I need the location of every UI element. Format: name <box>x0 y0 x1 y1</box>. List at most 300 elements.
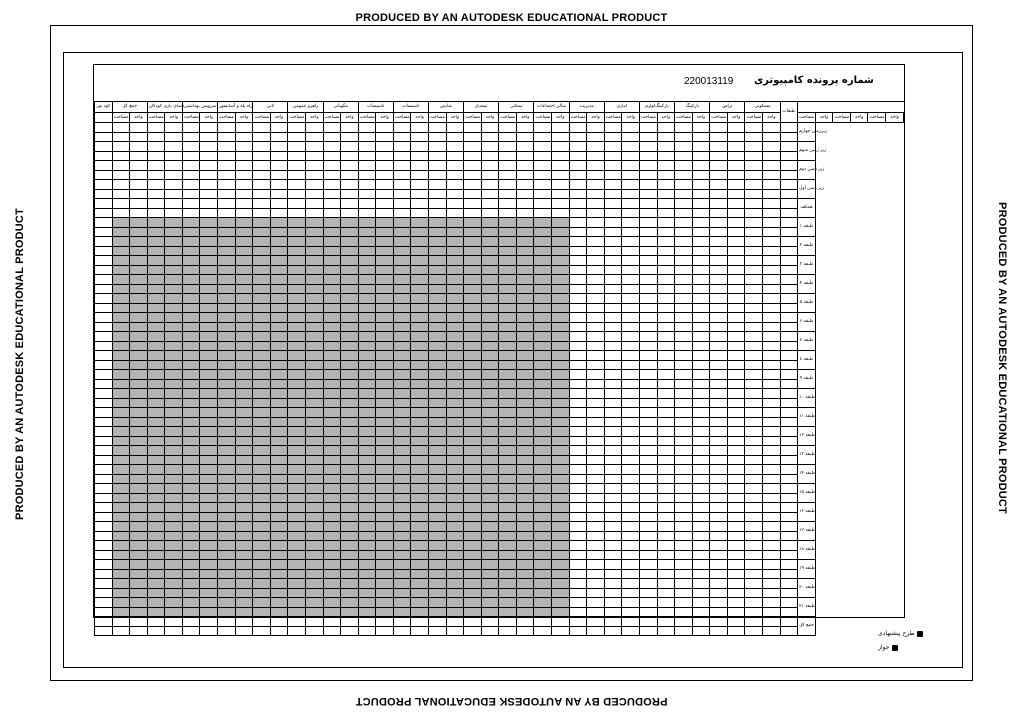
table-cell <box>130 313 148 323</box>
table-cell <box>95 417 113 427</box>
table-cell <box>200 446 218 456</box>
table-cell <box>516 313 534 323</box>
table-cell <box>165 208 183 218</box>
table-cell <box>762 474 780 484</box>
table-cell <box>499 151 517 161</box>
table-cell <box>446 294 464 304</box>
table-cell <box>358 370 376 380</box>
table-cell <box>376 360 394 370</box>
table-cell <box>393 626 411 636</box>
table-cell <box>200 531 218 541</box>
table-cell <box>218 560 236 570</box>
table-cell <box>780 227 798 237</box>
table-cell <box>692 370 710 380</box>
table-cell <box>165 370 183 380</box>
table-cell <box>200 541 218 551</box>
table-cell <box>112 427 130 437</box>
table-cell <box>323 588 341 598</box>
table-cell <box>534 218 552 228</box>
table-cell <box>376 218 394 228</box>
table-cell <box>95 237 113 247</box>
table-cell <box>288 531 306 541</box>
table-cell <box>305 237 323 247</box>
table-cell <box>323 389 341 399</box>
table-cell <box>710 322 728 332</box>
table-cell <box>675 275 693 285</box>
table-cell <box>411 313 429 323</box>
table-cell <box>727 170 745 180</box>
table-row <box>95 256 904 266</box>
table-cell <box>182 626 200 636</box>
table-cell <box>393 484 411 494</box>
table-cell <box>147 436 165 446</box>
table-cell <box>253 161 271 171</box>
table-cell <box>692 484 710 494</box>
table-cell <box>622 446 640 456</box>
table-cell <box>569 417 587 427</box>
table-cell <box>235 142 253 152</box>
table-cell <box>218 474 236 484</box>
sub-header: مساحت <box>464 113 482 123</box>
table-cell <box>411 218 429 228</box>
table-cell <box>710 389 728 399</box>
table-cell <box>499 455 517 465</box>
table-cell <box>200 303 218 313</box>
table-cell <box>780 579 798 589</box>
table-cell <box>305 607 323 617</box>
table-cell <box>253 199 271 209</box>
table-cell <box>95 294 113 304</box>
table-cell <box>130 161 148 171</box>
table-cell <box>587 446 605 456</box>
table-cell <box>534 170 552 180</box>
table-cell <box>639 237 657 247</box>
table-cell <box>200 522 218 532</box>
table-cell <box>622 132 640 142</box>
table-cell <box>780 208 798 218</box>
table-cell <box>780 256 798 266</box>
table-cell <box>516 588 534 598</box>
table-cell <box>235 227 253 237</box>
table-cell <box>534 446 552 456</box>
table-cell <box>464 332 482 342</box>
table-cell <box>182 588 200 598</box>
table-cell <box>358 341 376 351</box>
table-cell <box>639 189 657 199</box>
table-cell <box>587 170 605 180</box>
table-cell <box>112 417 130 427</box>
table-cell <box>270 398 288 408</box>
table-cell <box>710 237 728 247</box>
sub-header: مساحت <box>358 113 376 123</box>
table-cell <box>727 151 745 161</box>
floor-label: طبقه ۷ <box>798 332 816 351</box>
table-cell <box>534 598 552 608</box>
table-cell <box>499 465 517 475</box>
table-cell <box>675 427 693 437</box>
floor-label: زیر زمین سوم <box>798 142 816 161</box>
table-cell <box>270 370 288 380</box>
table-cell <box>165 617 183 627</box>
table-cell <box>604 503 622 513</box>
table-cell <box>182 237 200 247</box>
table-cell <box>657 218 675 228</box>
table-cell <box>305 560 323 570</box>
table-cell <box>305 322 323 332</box>
table-cell <box>552 531 570 541</box>
table-cell <box>95 151 113 161</box>
table-cell <box>270 417 288 427</box>
table-cell <box>112 265 130 275</box>
table-cell <box>165 598 183 608</box>
table-cell <box>147 446 165 456</box>
table-cell <box>534 208 552 218</box>
table-cell <box>692 550 710 560</box>
table-cell <box>305 503 323 513</box>
table-cell <box>727 332 745 342</box>
table-cell <box>446 550 464 560</box>
table-cell <box>323 560 341 570</box>
table-cell <box>376 332 394 342</box>
table-cell <box>323 550 341 560</box>
table-cell <box>552 427 570 437</box>
table-cell <box>428 265 446 275</box>
table-cell <box>710 294 728 304</box>
table-cell <box>411 550 429 560</box>
sub-header: مساحت <box>639 113 657 123</box>
table-cell <box>235 180 253 190</box>
table-cell <box>710 265 728 275</box>
table-cell <box>622 151 640 161</box>
table-cell <box>253 360 271 370</box>
table-cell <box>622 417 640 427</box>
table-cell <box>130 455 148 465</box>
table-cell <box>235 531 253 541</box>
table-cell <box>675 303 693 313</box>
table-cell <box>358 208 376 218</box>
table-cell <box>710 560 728 570</box>
table-cell <box>675 132 693 142</box>
table-cell <box>358 180 376 190</box>
table-cell <box>341 607 359 617</box>
table-cell <box>95 512 113 522</box>
table-cell <box>516 189 534 199</box>
table-cell <box>727 398 745 408</box>
table-cell <box>534 579 552 589</box>
table-cell <box>762 237 780 247</box>
table-cell <box>200 474 218 484</box>
table-cell <box>710 455 728 465</box>
table-cell <box>780 607 798 617</box>
table-cell <box>253 541 271 551</box>
table-cell <box>552 512 570 522</box>
table-cell <box>358 598 376 608</box>
table-cell <box>165 455 183 465</box>
table-cell <box>341 474 359 484</box>
table-cell <box>253 151 271 161</box>
table-cell <box>552 617 570 627</box>
table-cell <box>376 227 394 237</box>
table-cell <box>253 446 271 456</box>
table-cell <box>534 408 552 418</box>
table-cell <box>762 417 780 427</box>
table-cell <box>288 303 306 313</box>
table-row <box>95 379 904 389</box>
col-header: سرویس بهداشتی <box>182 102 217 113</box>
table-cell <box>112 408 130 418</box>
table-cell <box>182 417 200 427</box>
table-cell <box>218 588 236 598</box>
table-cell <box>112 284 130 294</box>
table-cell <box>218 313 236 323</box>
table-cell <box>253 218 271 228</box>
table-cell <box>552 294 570 304</box>
sub-header: واحد <box>727 113 745 123</box>
table-cell <box>130 379 148 389</box>
table-cell <box>657 484 675 494</box>
table-cell <box>95 474 113 484</box>
table-cell <box>464 284 482 294</box>
table-cell <box>622 522 640 532</box>
col-header: سالن اجتماعات <box>534 102 569 113</box>
table-cell <box>200 436 218 446</box>
table-cell <box>200 484 218 494</box>
table-cell <box>516 493 534 503</box>
table-cell <box>710 246 728 256</box>
table-cell <box>235 237 253 247</box>
table-cell <box>604 189 622 199</box>
table-cell <box>446 569 464 579</box>
table-cell <box>288 465 306 475</box>
table-cell <box>675 351 693 361</box>
table-cell <box>411 474 429 484</box>
table-cell <box>622 569 640 579</box>
table-cell <box>235 370 253 380</box>
table-cell <box>569 607 587 617</box>
table-cell <box>587 531 605 541</box>
table-cell <box>411 170 429 180</box>
table-cell <box>604 351 622 361</box>
table-cell <box>481 313 499 323</box>
table-cell <box>376 493 394 503</box>
table-cell <box>428 227 446 237</box>
table-cell <box>639 579 657 589</box>
table-cell <box>622 512 640 522</box>
table-cell <box>428 398 446 408</box>
table-cell <box>112 503 130 513</box>
table-cell <box>218 512 236 522</box>
table-cell <box>235 132 253 142</box>
table-cell <box>780 474 798 484</box>
schedule-sheet <box>93 64 905 628</box>
table-cell <box>235 598 253 608</box>
table-cell <box>604 132 622 142</box>
table-cell <box>376 455 394 465</box>
table-cell <box>305 151 323 161</box>
sub-header: مساحت <box>428 113 446 123</box>
table-cell <box>710 275 728 285</box>
table-cell <box>95 569 113 579</box>
table-cell <box>446 531 464 541</box>
table-cell <box>200 151 218 161</box>
table-cell <box>112 436 130 446</box>
table-cell <box>710 512 728 522</box>
table-cell <box>745 446 763 456</box>
table-cell <box>182 512 200 522</box>
table-cell <box>604 142 622 152</box>
table-cell <box>288 170 306 180</box>
table-cell <box>376 465 394 475</box>
table-cell <box>657 512 675 522</box>
table-cell <box>165 493 183 503</box>
table-cell <box>464 180 482 190</box>
table-cell <box>323 151 341 161</box>
table-cell <box>165 132 183 142</box>
table-cell <box>481 218 499 228</box>
table-cell <box>235 265 253 275</box>
table-cell <box>762 617 780 627</box>
table-cell <box>657 360 675 370</box>
table-cell <box>762 332 780 342</box>
table-cell <box>112 465 130 475</box>
col-header: نیمه‌باز <box>464 102 499 113</box>
table-cell <box>675 151 693 161</box>
table-cell <box>745 284 763 294</box>
table-row <box>95 199 904 209</box>
table-cell <box>411 208 429 218</box>
table-cell <box>358 512 376 522</box>
table-cell <box>130 503 148 513</box>
table-cell <box>323 408 341 418</box>
table-cell <box>411 322 429 332</box>
table-row <box>95 370 904 380</box>
table-cell <box>587 218 605 228</box>
table-cell <box>235 512 253 522</box>
table-cell <box>288 617 306 627</box>
table-cell <box>464 294 482 304</box>
table-cell <box>604 626 622 636</box>
table-cell <box>341 379 359 389</box>
table-cell <box>710 607 728 617</box>
table-cell <box>270 408 288 418</box>
table-row <box>95 550 904 560</box>
table-cell <box>411 341 429 351</box>
table-cell <box>622 199 640 209</box>
table-cell <box>95 607 113 617</box>
table-cell <box>305 370 323 380</box>
table-cell <box>727 161 745 171</box>
table-cell <box>639 484 657 494</box>
table-cell <box>657 294 675 304</box>
table-cell <box>552 541 570 551</box>
table-cell <box>692 313 710 323</box>
table-cell <box>112 208 130 218</box>
table-cell <box>727 142 745 152</box>
table-cell <box>288 142 306 152</box>
table-cell <box>323 427 341 437</box>
table-cell <box>569 560 587 570</box>
table-cell <box>762 588 780 598</box>
table-cell <box>288 180 306 190</box>
table-cell <box>270 265 288 275</box>
table-cell <box>411 465 429 475</box>
table-cell <box>675 474 693 484</box>
table-cell <box>446 218 464 228</box>
sub-header: مساحت <box>182 113 200 123</box>
table-cell <box>622 484 640 494</box>
table-cell <box>182 142 200 152</box>
col-header: مسکونی <box>745 102 780 113</box>
table-cell <box>780 303 798 313</box>
table-cell <box>516 484 534 494</box>
table-cell <box>745 598 763 608</box>
table-cell <box>745 436 763 446</box>
table-cell <box>253 351 271 361</box>
table-cell <box>253 531 271 541</box>
table-row <box>95 417 904 427</box>
table-cell <box>182 560 200 570</box>
table-cell <box>569 370 587 380</box>
table-cell <box>481 569 499 579</box>
table-cell <box>745 123 763 133</box>
table-cell <box>305 284 323 294</box>
table-cell <box>358 465 376 475</box>
table-cell <box>569 151 587 161</box>
table-cell <box>130 588 148 598</box>
col-header: راه پله و آسانسور <box>218 102 253 113</box>
table-cell <box>305 351 323 361</box>
table-cell <box>305 218 323 228</box>
table-cell <box>516 265 534 275</box>
table-cell <box>428 161 446 171</box>
table-cell <box>130 265 148 275</box>
table-cell <box>675 208 693 218</box>
table-cell <box>516 550 534 560</box>
table-cell <box>622 123 640 133</box>
table-cell <box>235 484 253 494</box>
table-cell <box>95 379 113 389</box>
table-cell <box>569 341 587 351</box>
table-cell <box>446 474 464 484</box>
table-cell <box>692 170 710 180</box>
table-cell <box>130 256 148 266</box>
table-row <box>95 237 904 247</box>
table-cell <box>411 379 429 389</box>
table-cell <box>411 246 429 256</box>
table-cell <box>464 436 482 446</box>
table-cell <box>499 189 517 199</box>
table-cell <box>745 398 763 408</box>
table-cell <box>235 408 253 418</box>
table-cell <box>288 484 306 494</box>
table-cell <box>358 493 376 503</box>
table-cell <box>762 303 780 313</box>
table-cell <box>675 189 693 199</box>
table-cell <box>745 275 763 285</box>
table-cell <box>710 550 728 560</box>
table-cell <box>534 360 552 370</box>
table-cell <box>499 474 517 484</box>
table-cell <box>341 493 359 503</box>
table-cell <box>622 142 640 152</box>
table-cell <box>762 446 780 456</box>
table-cell <box>622 313 640 323</box>
table-cell <box>200 284 218 294</box>
table-cell <box>464 484 482 494</box>
table-cell <box>552 132 570 142</box>
table-cell <box>95 313 113 323</box>
table-cell <box>270 322 288 332</box>
